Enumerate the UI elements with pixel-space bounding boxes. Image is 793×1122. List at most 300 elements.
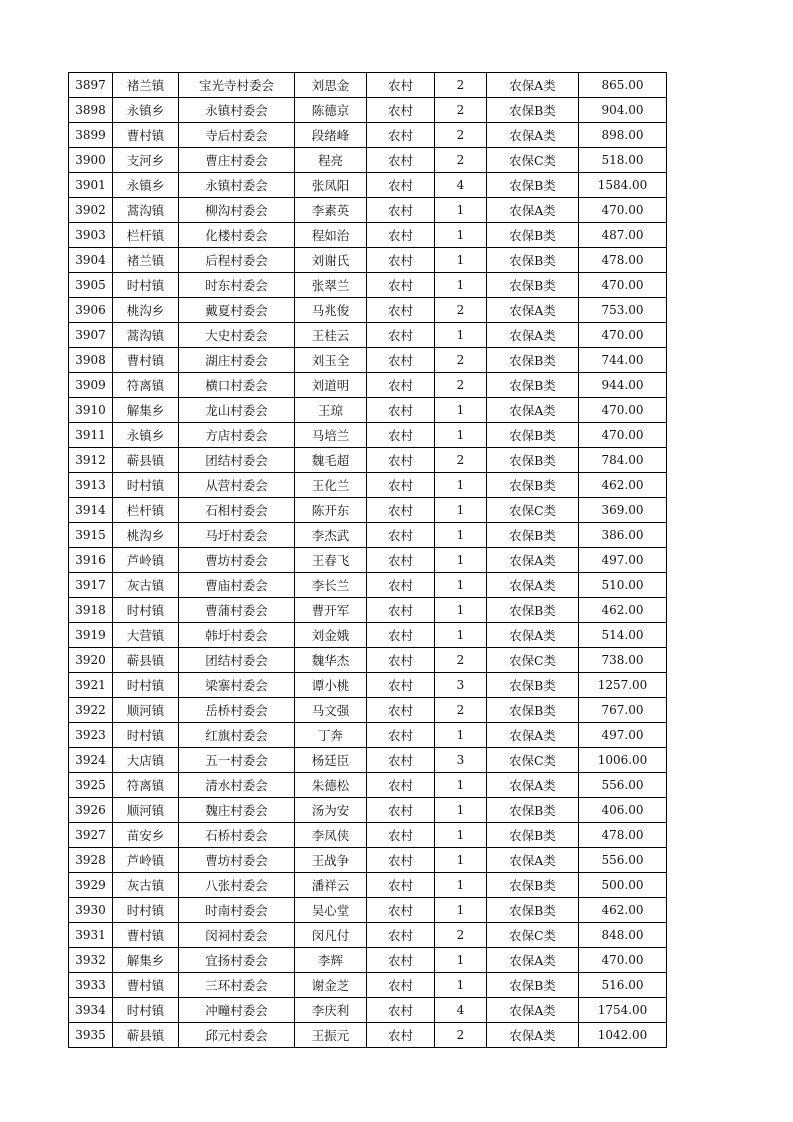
table-row (69, 273, 667, 298)
household-type-cell: 农村 (367, 823, 435, 848)
row-number-cell: 3924 (69, 748, 113, 773)
table-row (69, 973, 667, 998)
name-cell: 程如治 (295, 223, 367, 248)
amount-cell: 462.00 (579, 598, 667, 623)
amount-cell: 744.00 (579, 348, 667, 373)
village-committee-cell: 韩圩村委会 (179, 623, 295, 648)
category-cell: 农保A类 (487, 198, 579, 223)
township-cell: 桃沟乡 (113, 298, 179, 323)
table-row (69, 773, 667, 798)
category-cell: 农保C类 (487, 923, 579, 948)
roster-body (69, 73, 667, 1048)
household-size-cell: 1 (435, 523, 487, 548)
name-cell: 王琼 (295, 398, 367, 423)
household-size-cell: 1 (435, 773, 487, 798)
amount-cell: 848.00 (579, 923, 667, 948)
amount-cell: 944.00 (579, 373, 667, 398)
township-cell: 永镇乡 (113, 98, 179, 123)
household-type-cell: 农村 (367, 448, 435, 473)
household-type-cell: 农村 (367, 1023, 435, 1048)
village-committee-cell: 湖庄村委会 (179, 348, 295, 373)
row-number-cell: 3899 (69, 123, 113, 148)
category-cell: 农保A类 (487, 573, 579, 598)
amount-cell: 478.00 (579, 823, 667, 848)
name-cell: 王春飞 (295, 548, 367, 573)
category-cell: 农保B类 (487, 173, 579, 198)
township-cell: 永镇乡 (113, 423, 179, 448)
table-row (69, 198, 667, 223)
household-type-cell: 农村 (367, 323, 435, 348)
household-type-cell: 农村 (367, 798, 435, 823)
township-cell: 时村镇 (113, 473, 179, 498)
name-cell: 王化兰 (295, 473, 367, 498)
amount-cell: 767.00 (579, 698, 667, 723)
category-cell: 农保A类 (487, 398, 579, 423)
township-cell: 曹村镇 (113, 348, 179, 373)
amount-cell: 753.00 (579, 298, 667, 323)
amount-cell: 386.00 (579, 523, 667, 548)
village-committee-cell: 五一村委会 (179, 748, 295, 773)
household-size-cell: 2 (435, 73, 487, 98)
household-type-cell: 农村 (367, 548, 435, 573)
village-committee-cell: 横口村委会 (179, 373, 295, 398)
category-cell: 农保B类 (487, 273, 579, 298)
welfare-roster-table (68, 72, 667, 1048)
category-cell: 农保B类 (487, 248, 579, 273)
table-row (69, 998, 667, 1023)
table-row (69, 673, 667, 698)
household-type-cell: 农村 (367, 773, 435, 798)
village-committee-cell: 永镇村委会 (179, 173, 295, 198)
row-number-cell: 3933 (69, 973, 113, 998)
amount-cell: 556.00 (579, 773, 667, 798)
township-cell: 时村镇 (113, 723, 179, 748)
row-number-cell: 3907 (69, 323, 113, 348)
household-size-cell: 1 (435, 198, 487, 223)
table-row (69, 623, 667, 648)
category-cell: 农保B类 (487, 973, 579, 998)
name-cell: 李凤侠 (295, 823, 367, 848)
township-cell: 褚兰镇 (113, 73, 179, 98)
category-cell: 农保B类 (487, 898, 579, 923)
household-size-cell: 1 (435, 548, 487, 573)
amount-cell: 898.00 (579, 123, 667, 148)
village-committee-cell: 后程村委会 (179, 248, 295, 273)
amount-cell: 500.00 (579, 873, 667, 898)
village-committee-cell: 曹庙村委会 (179, 573, 295, 598)
row-number-cell: 3913 (69, 473, 113, 498)
village-committee-cell: 从营村委会 (179, 473, 295, 498)
name-cell: 刘谢氏 (295, 248, 367, 273)
household-size-cell: 2 (435, 648, 487, 673)
table-row (69, 598, 667, 623)
amount-cell: 406.00 (579, 798, 667, 823)
row-number-cell: 3926 (69, 798, 113, 823)
township-cell: 顺河镇 (113, 698, 179, 723)
township-cell: 时村镇 (113, 673, 179, 698)
village-committee-cell: 邱元村委会 (179, 1023, 295, 1048)
household-type-cell: 农村 (367, 98, 435, 123)
household-size-cell: 2 (435, 98, 487, 123)
township-cell: 蒿沟镇 (113, 198, 179, 223)
row-number-cell: 3928 (69, 848, 113, 873)
table-row (69, 923, 667, 948)
village-committee-cell: 永镇村委会 (179, 98, 295, 123)
table-row (69, 248, 667, 273)
household-type-cell: 农村 (367, 573, 435, 598)
table-row (69, 748, 667, 773)
village-committee-cell: 宜扬村委会 (179, 948, 295, 973)
village-committee-cell: 大史村委会 (179, 323, 295, 348)
category-cell: 农保B类 (487, 373, 579, 398)
row-number-cell: 3929 (69, 873, 113, 898)
village-committee-cell: 梁寨村委会 (179, 673, 295, 698)
household-size-cell: 1 (435, 848, 487, 873)
category-cell: 农保B类 (487, 473, 579, 498)
name-cell: 王战争 (295, 848, 367, 873)
household-size-cell: 2 (435, 298, 487, 323)
name-cell: 吴心堂 (295, 898, 367, 923)
row-number-cell: 3897 (69, 73, 113, 98)
household-type-cell: 农村 (367, 698, 435, 723)
amount-cell: 470.00 (579, 273, 667, 298)
household-size-cell: 1 (435, 823, 487, 848)
category-cell: 农保C类 (487, 648, 579, 673)
household-size-cell: 1 (435, 948, 487, 973)
row-number-cell: 3912 (69, 448, 113, 473)
category-cell: 农保A类 (487, 623, 579, 648)
name-cell: 曹开军 (295, 598, 367, 623)
household-type-cell: 农村 (367, 123, 435, 148)
table-row (69, 148, 667, 173)
category-cell: 农保B类 (487, 448, 579, 473)
name-cell: 王桂云 (295, 323, 367, 348)
village-committee-cell: 闵祠村委会 (179, 923, 295, 948)
amount-cell: 462.00 (579, 898, 667, 923)
household-size-cell: 2 (435, 448, 487, 473)
township-cell: 时村镇 (113, 598, 179, 623)
township-cell: 支河乡 (113, 148, 179, 173)
household-type-cell: 农村 (367, 348, 435, 373)
category-cell: 农保A类 (487, 548, 579, 573)
village-committee-cell: 龙山村委会 (179, 398, 295, 423)
household-size-cell: 2 (435, 148, 487, 173)
row-number-cell: 3932 (69, 948, 113, 973)
category-cell: 农保B类 (487, 698, 579, 723)
name-cell: 谭小桃 (295, 673, 367, 698)
row-number-cell: 3915 (69, 523, 113, 548)
category-cell: 农保A类 (487, 848, 579, 873)
category-cell: 农保C类 (487, 748, 579, 773)
amount-cell: 904.00 (579, 98, 667, 123)
amount-cell: 497.00 (579, 548, 667, 573)
name-cell: 张翠兰 (295, 273, 367, 298)
table-row (69, 548, 667, 573)
village-committee-cell: 曹蒲村委会 (179, 598, 295, 623)
village-committee-cell: 岳桥村委会 (179, 698, 295, 723)
table-row (69, 98, 667, 123)
row-number-cell: 3905 (69, 273, 113, 298)
village-committee-cell: 团结村委会 (179, 448, 295, 473)
amount-cell: 516.00 (579, 973, 667, 998)
name-cell: 潘祥云 (295, 873, 367, 898)
category-cell: 农保B类 (487, 598, 579, 623)
table-row (69, 823, 667, 848)
name-cell: 刘金娥 (295, 623, 367, 648)
category-cell: 农保A类 (487, 298, 579, 323)
table-row (69, 123, 667, 148)
household-size-cell: 2 (435, 373, 487, 398)
table-row (69, 323, 667, 348)
township-cell: 褚兰镇 (113, 248, 179, 273)
township-cell: 蕲县镇 (113, 648, 179, 673)
name-cell: 朱德松 (295, 773, 367, 798)
row-number-cell: 3925 (69, 773, 113, 798)
household-type-cell: 农村 (367, 973, 435, 998)
category-cell: 农保B类 (487, 98, 579, 123)
category-cell: 农保A类 (487, 73, 579, 98)
household-size-cell: 1 (435, 248, 487, 273)
table-row (69, 798, 667, 823)
household-size-cell: 1 (435, 273, 487, 298)
household-size-cell: 2 (435, 698, 487, 723)
amount-cell: 738.00 (579, 648, 667, 673)
household-size-cell: 1 (435, 498, 487, 523)
village-committee-cell: 石相村委会 (179, 498, 295, 523)
household-type-cell: 农村 (367, 223, 435, 248)
household-type-cell: 农村 (367, 273, 435, 298)
row-number-cell: 3910 (69, 398, 113, 423)
category-cell: 农保A类 (487, 1023, 579, 1048)
name-cell: 魏华杰 (295, 648, 367, 673)
row-number-cell: 3902 (69, 198, 113, 223)
amount-cell: 1042.00 (579, 1023, 667, 1048)
household-size-cell: 1 (435, 323, 487, 348)
name-cell: 刘思金 (295, 73, 367, 98)
household-type-cell: 农村 (367, 848, 435, 873)
household-type-cell: 农村 (367, 623, 435, 648)
household-size-cell: 4 (435, 173, 487, 198)
row-number-cell: 3909 (69, 373, 113, 398)
household-type-cell: 农村 (367, 873, 435, 898)
name-cell: 李辉 (295, 948, 367, 973)
household-size-cell: 1 (435, 398, 487, 423)
row-number-cell: 3900 (69, 148, 113, 173)
category-cell: 农保C类 (487, 148, 579, 173)
village-committee-cell: 柳沟村委会 (179, 198, 295, 223)
household-size-cell: 1 (435, 973, 487, 998)
amount-cell: 487.00 (579, 223, 667, 248)
name-cell: 杨廷臣 (295, 748, 367, 773)
row-number-cell: 3904 (69, 248, 113, 273)
table-row (69, 648, 667, 673)
household-type-cell: 农村 (367, 648, 435, 673)
category-cell: 农保B类 (487, 523, 579, 548)
category-cell: 农保A类 (487, 123, 579, 148)
table-row (69, 1023, 667, 1048)
amount-cell: 470.00 (579, 198, 667, 223)
table-row (69, 898, 667, 923)
name-cell: 谢金芝 (295, 973, 367, 998)
township-cell: 灰古镇 (113, 873, 179, 898)
amount-cell: 1006.00 (579, 748, 667, 773)
category-cell: 农保A类 (487, 773, 579, 798)
household-size-cell: 2 (435, 123, 487, 148)
household-size-cell: 1 (435, 623, 487, 648)
household-size-cell: 2 (435, 348, 487, 373)
table-row (69, 723, 667, 748)
household-size-cell: 4 (435, 998, 487, 1023)
row-number-cell: 3911 (69, 423, 113, 448)
category-cell: 农保B类 (487, 223, 579, 248)
table-row (69, 448, 667, 473)
township-cell: 顺河镇 (113, 798, 179, 823)
township-cell: 符离镇 (113, 373, 179, 398)
name-cell: 马兆俊 (295, 298, 367, 323)
category-cell: 农保B类 (487, 873, 579, 898)
household-size-cell: 1 (435, 573, 487, 598)
household-size-cell: 1 (435, 873, 487, 898)
township-cell: 解集乡 (113, 948, 179, 973)
household-size-cell: 1 (435, 798, 487, 823)
row-number-cell: 3917 (69, 573, 113, 598)
amount-cell: 462.00 (579, 473, 667, 498)
row-number-cell: 3920 (69, 648, 113, 673)
name-cell: 张凤阳 (295, 173, 367, 198)
village-committee-cell: 化楼村委会 (179, 223, 295, 248)
township-cell: 永镇乡 (113, 173, 179, 198)
household-size-cell: 1 (435, 423, 487, 448)
village-committee-cell: 曹坊村委会 (179, 848, 295, 873)
table-row (69, 423, 667, 448)
row-number-cell: 3901 (69, 173, 113, 198)
table-row (69, 298, 667, 323)
township-cell: 蒿沟镇 (113, 323, 179, 348)
row-number-cell: 3921 (69, 673, 113, 698)
township-cell: 解集乡 (113, 398, 179, 423)
household-size-cell: 1 (435, 898, 487, 923)
name-cell: 陈开东 (295, 498, 367, 523)
amount-cell: 470.00 (579, 423, 667, 448)
name-cell: 魏毛超 (295, 448, 367, 473)
row-number-cell: 3916 (69, 548, 113, 573)
household-type-cell: 农村 (367, 73, 435, 98)
household-type-cell: 农村 (367, 173, 435, 198)
amount-cell: 470.00 (579, 398, 667, 423)
category-cell: 农保A类 (487, 723, 579, 748)
household-type-cell: 农村 (367, 523, 435, 548)
household-type-cell: 农村 (367, 673, 435, 698)
village-committee-cell: 方店村委会 (179, 423, 295, 448)
household-size-cell: 3 (435, 748, 487, 773)
amount-cell: 556.00 (579, 848, 667, 873)
category-cell: 农保A类 (487, 998, 579, 1023)
row-number-cell: 3927 (69, 823, 113, 848)
table-row (69, 698, 667, 723)
township-cell: 栏杆镇 (113, 498, 179, 523)
name-cell: 丁奔 (295, 723, 367, 748)
table-row (69, 498, 667, 523)
household-type-cell: 农村 (367, 198, 435, 223)
township-cell: 符离镇 (113, 773, 179, 798)
category-cell: 农保B类 (487, 798, 579, 823)
village-committee-cell: 曹坊村委会 (179, 548, 295, 573)
table-row (69, 473, 667, 498)
household-type-cell: 农村 (367, 598, 435, 623)
village-committee-cell: 戴夏村委会 (179, 298, 295, 323)
amount-cell: 478.00 (579, 248, 667, 273)
name-cell: 李素英 (295, 198, 367, 223)
amount-cell: 510.00 (579, 573, 667, 598)
household-type-cell: 农村 (367, 373, 435, 398)
household-type-cell: 农村 (367, 748, 435, 773)
name-cell: 马培兰 (295, 423, 367, 448)
township-cell: 曹村镇 (113, 123, 179, 148)
table-row (69, 173, 667, 198)
household-size-cell: 1 (435, 473, 487, 498)
household-type-cell: 农村 (367, 398, 435, 423)
row-number-cell: 3931 (69, 923, 113, 948)
household-type-cell: 农村 (367, 498, 435, 523)
name-cell: 李杰武 (295, 523, 367, 548)
category-cell: 农保B类 (487, 348, 579, 373)
table-row (69, 348, 667, 373)
table-row (69, 398, 667, 423)
village-committee-cell: 清水村委会 (179, 773, 295, 798)
row-number-cell: 3930 (69, 898, 113, 923)
household-size-cell: 2 (435, 1023, 487, 1048)
name-cell: 闵凡付 (295, 923, 367, 948)
household-type-cell: 农村 (367, 148, 435, 173)
village-committee-cell: 宝光寺村委会 (179, 73, 295, 98)
amount-cell: 470.00 (579, 323, 667, 348)
table-row (69, 73, 667, 98)
township-cell: 大店镇 (113, 748, 179, 773)
name-cell: 马文强 (295, 698, 367, 723)
table-row (69, 223, 667, 248)
table-row (69, 948, 667, 973)
household-size-cell: 1 (435, 723, 487, 748)
amount-cell: 1584.00 (579, 173, 667, 198)
household-size-cell: 1 (435, 223, 487, 248)
household-type-cell: 农村 (367, 298, 435, 323)
village-committee-cell: 石桥村委会 (179, 823, 295, 848)
row-number-cell: 3919 (69, 623, 113, 648)
village-committee-cell: 曹庄村委会 (179, 148, 295, 173)
name-cell: 李庆利 (295, 998, 367, 1023)
household-type-cell: 农村 (367, 998, 435, 1023)
table-row (69, 848, 667, 873)
township-cell: 曹村镇 (113, 973, 179, 998)
village-committee-cell: 马圩村委会 (179, 523, 295, 548)
row-number-cell: 3918 (69, 598, 113, 623)
row-number-cell: 3922 (69, 698, 113, 723)
table-row (69, 523, 667, 548)
category-cell: 农保B类 (487, 423, 579, 448)
township-cell: 栏杆镇 (113, 223, 179, 248)
category-cell: 农保A类 (487, 323, 579, 348)
name-cell: 段绪峰 (295, 123, 367, 148)
amount-cell: 369.00 (579, 498, 667, 523)
name-cell: 刘玉全 (295, 348, 367, 373)
table-row (69, 373, 667, 398)
household-type-cell: 农村 (367, 898, 435, 923)
name-cell: 汤为安 (295, 798, 367, 823)
amount-cell: 514.00 (579, 623, 667, 648)
household-type-cell: 农村 (367, 473, 435, 498)
household-size-cell: 2 (435, 923, 487, 948)
amount-cell: 1257.00 (579, 673, 667, 698)
